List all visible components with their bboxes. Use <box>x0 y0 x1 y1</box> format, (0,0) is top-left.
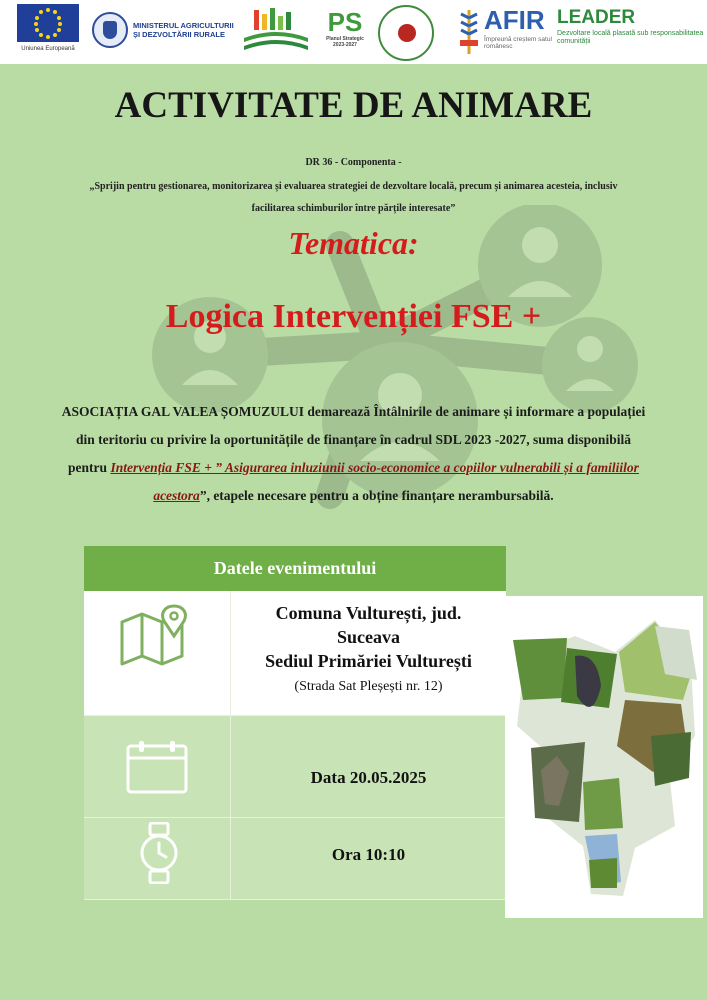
intro-paragraph <box>60 398 647 510</box>
theme-label: Tematica: <box>288 225 419 261</box>
eu-caption: Uniunea Europeană <box>21 46 75 52</box>
ministry-name-line1: MINISTERUL AGRICULTURII <box>133 21 234 30</box>
date-icon-cell <box>84 716 231 818</box>
location-line2: Suceava <box>337 627 400 647</box>
ps-stripes-icon <box>242 8 310 56</box>
date-cell <box>231 716 506 818</box>
map-pin-icon <box>120 604 196 666</box>
location-icon-cell <box>84 591 231 716</box>
measure-description: „Sprijin pentru gestionarea, monitorizarea și evaluarea strategiei de dezvoltare locală, precum și animarea acesteia, inclusiv facilitarea schimburilor între părțile interesate” <box>89 181 618 214</box>
territory-map-image <box>505 596 703 918</box>
event-time: Ora 10:10 <box>331 845 406 864</box>
afir-name: AFIR <box>484 5 545 35</box>
location-address: (Strada Sat Pleșești nr. 12) <box>294 679 443 694</box>
ps-sub-line2: 2023-2027 <box>333 42 357 48</box>
ministry-logo <box>92 12 234 48</box>
measure-code: DR 36 - Componenta - <box>305 157 402 168</box>
afir-tagline: Împreună creștem satul românesc <box>484 36 552 50</box>
location-cell <box>231 591 506 716</box>
time-icon-cell <box>84 818 231 900</box>
calendar-icon <box>126 740 188 794</box>
leader-name: LEADER <box>557 7 636 28</box>
ps-title: PS <box>327 7 363 37</box>
event-date: Data 20.05.2025 <box>310 768 427 787</box>
eu-flag-icon <box>17 4 79 42</box>
intervention-link[interactable]: Intervenția FSE + ” Asigurarea inluziunii socio-economice a copiilor vulnerabili și a familiilor acestora <box>110 460 639 503</box>
eu-logo <box>10 4 86 52</box>
intro-text-part2: ”, etapele necesare pentru a obține finanțare nerambursabilă. <box>199 488 554 503</box>
event-details-header: Datele evenimentului <box>84 546 506 591</box>
location-line3: Sediul Primăriei Vulturești <box>265 651 472 671</box>
location-line1: Comuna Vulturești, jud. <box>275 603 462 623</box>
gal-valea-somuzului-logo <box>378 5 434 61</box>
theme-subject: Logica Intervenției FSE + <box>165 298 542 335</box>
leader-logo <box>557 8 705 46</box>
leader-tagline: Dezvoltare locală plasată sub responsabilitatea comunității <box>557 30 704 45</box>
logo-strip <box>0 0 707 64</box>
ps-logo <box>314 8 376 48</box>
page-title: ACTIVITATE DE ANIMARE <box>114 85 593 126</box>
afir-wheat-icon <box>457 8 481 56</box>
time-cell <box>231 818 506 900</box>
ministry-seal-icon <box>92 12 128 48</box>
watch-icon <box>139 822 179 884</box>
territory-map <box>505 596 703 918</box>
intro-text-part1: ASOCIAȚIA GAL VALEA ȘOMUZULUI demarează Întâlnirile de animare și informare a populației din teritoriu cu privire la oportunitățile de finanțare în cadrul SDL 2023 -2027, suma disponibilă pentru <box>61 404 646 475</box>
ministry-name-line2: ȘI DEZVOLTĂRII RURALE <box>133 30 225 39</box>
ps-sub-line1: Planul Strategic <box>326 36 364 42</box>
